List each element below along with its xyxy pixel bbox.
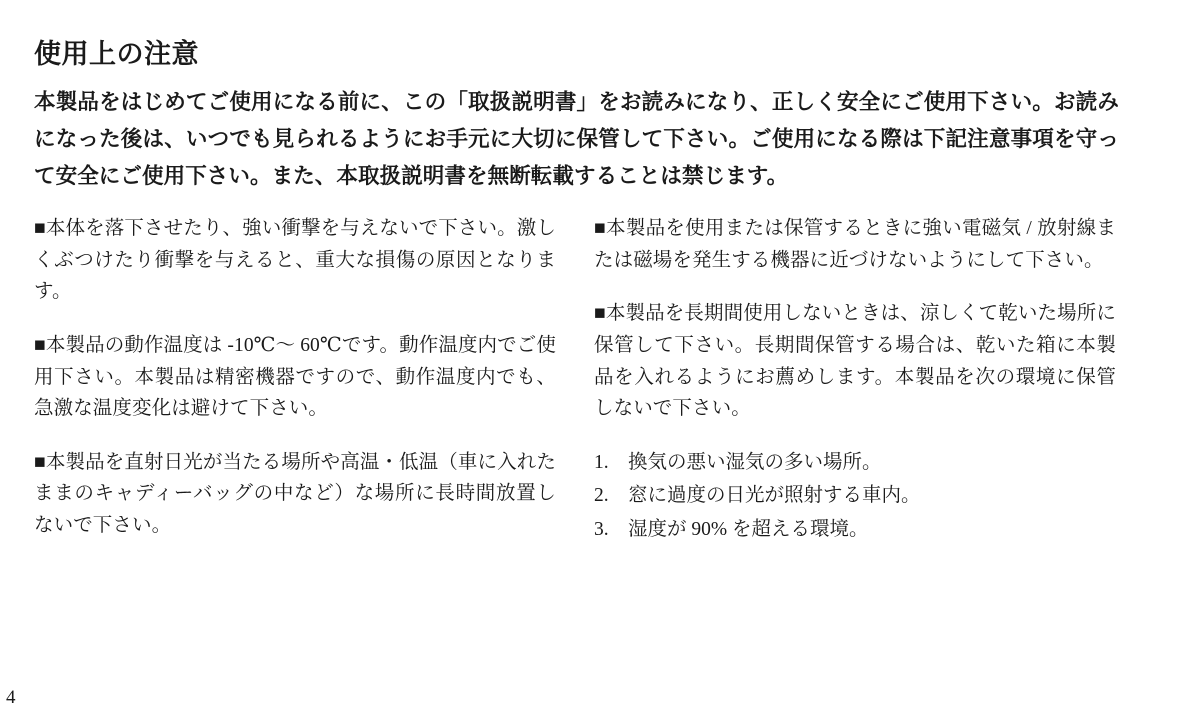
left-column [34, 213, 556, 547]
note-item: ■本製品を直射日光が当たる場所や高温・低温（車に入れたままのキャディーバッグの中など）な場所に長時間放置しないで下さい。 [34, 451, 556, 536]
page-title: 使用上の注意 [34, 39, 199, 69]
list-item-number: 3. [594, 518, 609, 540]
list-item-number: 2. [594, 485, 609, 507]
right-column [594, 213, 1116, 547]
list-item-text: 換気の悪い湿気の多い場所。 [628, 451, 882, 473]
list-item [594, 480, 1116, 512]
two-column-body [34, 213, 1119, 547]
note-item: ■本体を落下させたり、強い衝撃を与えないで下さい。激しくぶつけたり衝撃を与えると、重大な損傷の原因となります。 [34, 218, 556, 303]
list-item [594, 514, 1116, 546]
page-number: 4 [6, 687, 16, 708]
note-item: ■本製品の動作温度は -10℃〜 60℃です。動作温度内でご使用下さい。本製品は精密機器ですので、動作温度内でも、急激な温度変化は避けて下さい。 [34, 335, 556, 420]
note-item: ■本製品を長期間使用しないときは、涼しくて乾いた場所に保管して下さい。長期間保管する場合は、乾いた箱に本製品を入れるようにお薦めします。本製品を次の環境に保管しないで下さい。 [594, 303, 1116, 420]
list-item-text: 湿度が 90% を超える環境。 [628, 518, 869, 540]
list-item [594, 447, 1116, 479]
list-item-number: 1. [594, 451, 609, 473]
numbered-list [594, 447, 1116, 546]
page-content [34, 38, 1119, 548]
intro-paragraph: 本製品をはじめてご使用になる前に、この「取扱説明書」をお読みになり、正しく安全にご使用下さい。お読みになった後は、いつでも見られるようにお手元に大切に保管して下さい。ご使用になる際は下記注意事項を守って安全にご使用下さい。また、本取扱説明書を無断転載することは禁じます。 [34, 90, 1119, 189]
note-item: ■本製品を使用または保管するときに強い電磁気 / 放射線または磁場を発生する機器に近づけないようにして下さい。 [594, 218, 1116, 271]
list-item-text: 窓に過度の日光が照射する車内。 [628, 485, 921, 507]
